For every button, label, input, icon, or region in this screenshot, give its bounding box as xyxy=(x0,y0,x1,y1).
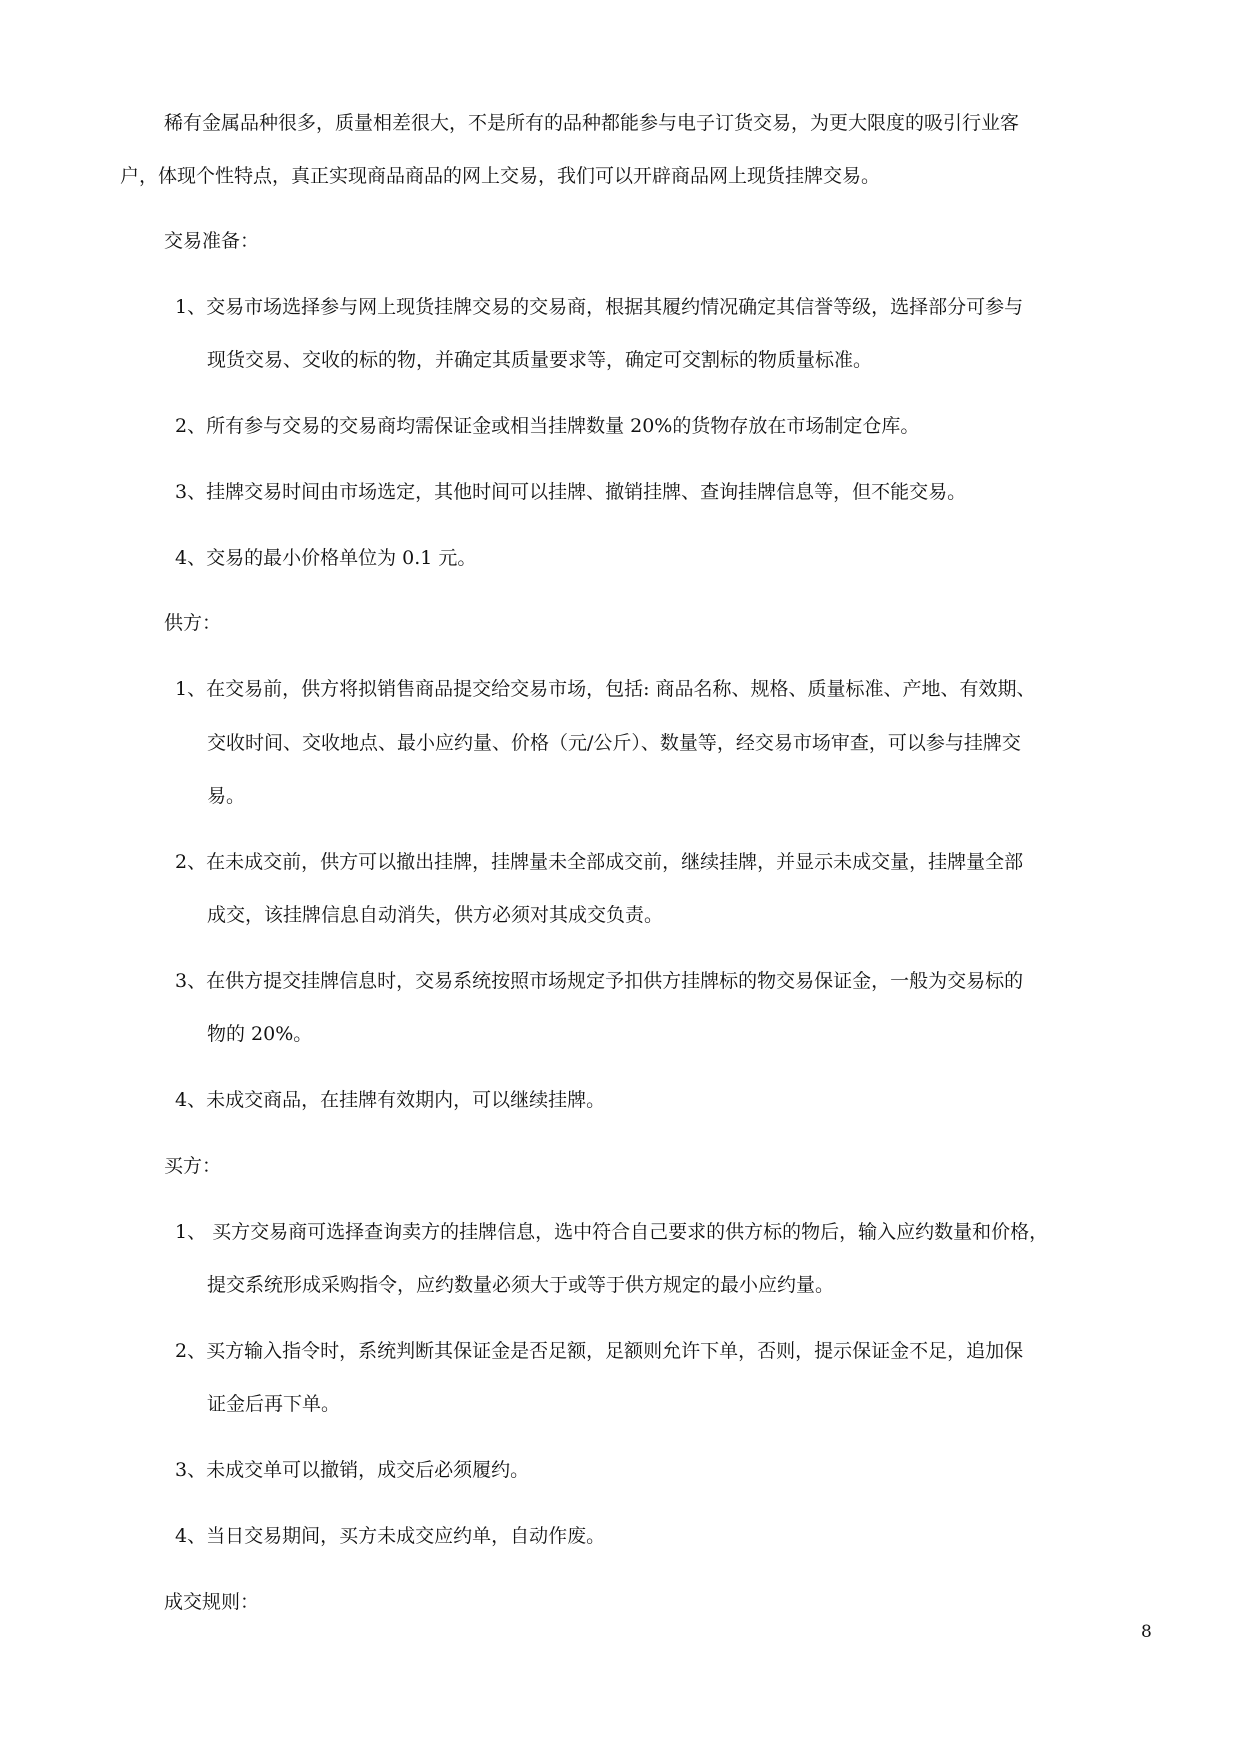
intro-paragraph-line: 户，体现个性特点，真正实现商品商品的网上交易，我们可以开辟商品网上现货挂牌交易。 xyxy=(120,165,881,187)
list-item-line: 3、未成交单可以撤销，成交后必须履约。 xyxy=(175,1459,530,1481)
list-item-line: 4、交易的最小价格单位为 0.1 元。 xyxy=(175,547,477,569)
intro-paragraph-line: 稀有金属品种很多，质量相差很大，不是所有的品种都能参与电子订货交易，为更大限度的吸引行业客 xyxy=(164,112,1020,134)
list-item-line: 3、在供方提交挂牌信息时，交易系统按照市场规定予扣供方挂牌标的物交易保证金，一般为交易标的 xyxy=(175,970,1024,992)
section-heading-prep: 交易准备： xyxy=(164,230,260,252)
list-item-line: 证金后再下单。 xyxy=(207,1393,341,1415)
list-item-line: 2、买方输入指令时，系统判断其保证金是否足额，足额则允许下单，否则，提示保证金不足，追加保 xyxy=(175,1340,1024,1362)
list-item-line: 1、交易市场选择参与网上现货挂牌交易的交易商，根据其履约情况确定其信誉等级，选择部分可参与 xyxy=(175,296,1024,318)
list-item-line: 成交，该挂牌信息自动消失，供方必须对其成交负责。 xyxy=(207,904,664,926)
list-item-line: 物的 20%。 xyxy=(207,1023,313,1045)
list-item-line: 2、在未成交前，供方可以撤出挂牌，挂牌量未全部成交前，继续挂牌，并显示未成交量，挂牌量全部 xyxy=(175,851,1024,873)
list-item-line: 提交系统形成采购指令，应约数量必须大于或等于供方规定的最小应约量。 xyxy=(207,1274,835,1296)
list-item-line: 4、当日交易期间，买方未成交应约单，自动作废。 xyxy=(175,1525,606,1547)
page-number: 8 xyxy=(1141,1622,1152,1642)
section-heading-deal-rules: 成交规则： xyxy=(164,1591,260,1613)
list-item-line: 3、挂牌交易时间由市场选定，其他时间可以挂牌、撤销挂牌、查询挂牌信息等，但不能交易。 xyxy=(175,481,967,503)
list-item-line: 现货交易、交收的标的物，并确定其质量要求等，确定可交割标的物质量标准。 xyxy=(207,349,873,371)
list-item-line: 交收时间、交收地点、最小应约量、价格（元/公斤）、数量等，经交易市场审查，可以参与挂牌交 xyxy=(207,732,1021,754)
list-item-line: 1、在交易前，供方将拟销售商品提交给交易市场，包括: 商品名称、规格、质量标准、产地、有效期、 xyxy=(175,678,1036,700)
section-heading-supplier: 供方： xyxy=(164,612,222,634)
list-item-line: 2、所有参与交易的交易商均需保证金或相当挂牌数量 20%的货物存放在市场制定仓库。 xyxy=(175,415,920,437)
list-item-line: 4、未成交商品，在挂牌有效期内，可以继续挂牌。 xyxy=(175,1089,606,1111)
list-item-line: 易。 xyxy=(207,785,246,807)
section-heading-buyer: 买方： xyxy=(164,1155,222,1177)
list-item-line: 1、 买方交易商可选择查询卖方的挂牌信息，选中符合自己要求的供方标的物后，输入应约数量和价格， xyxy=(175,1221,1049,1243)
